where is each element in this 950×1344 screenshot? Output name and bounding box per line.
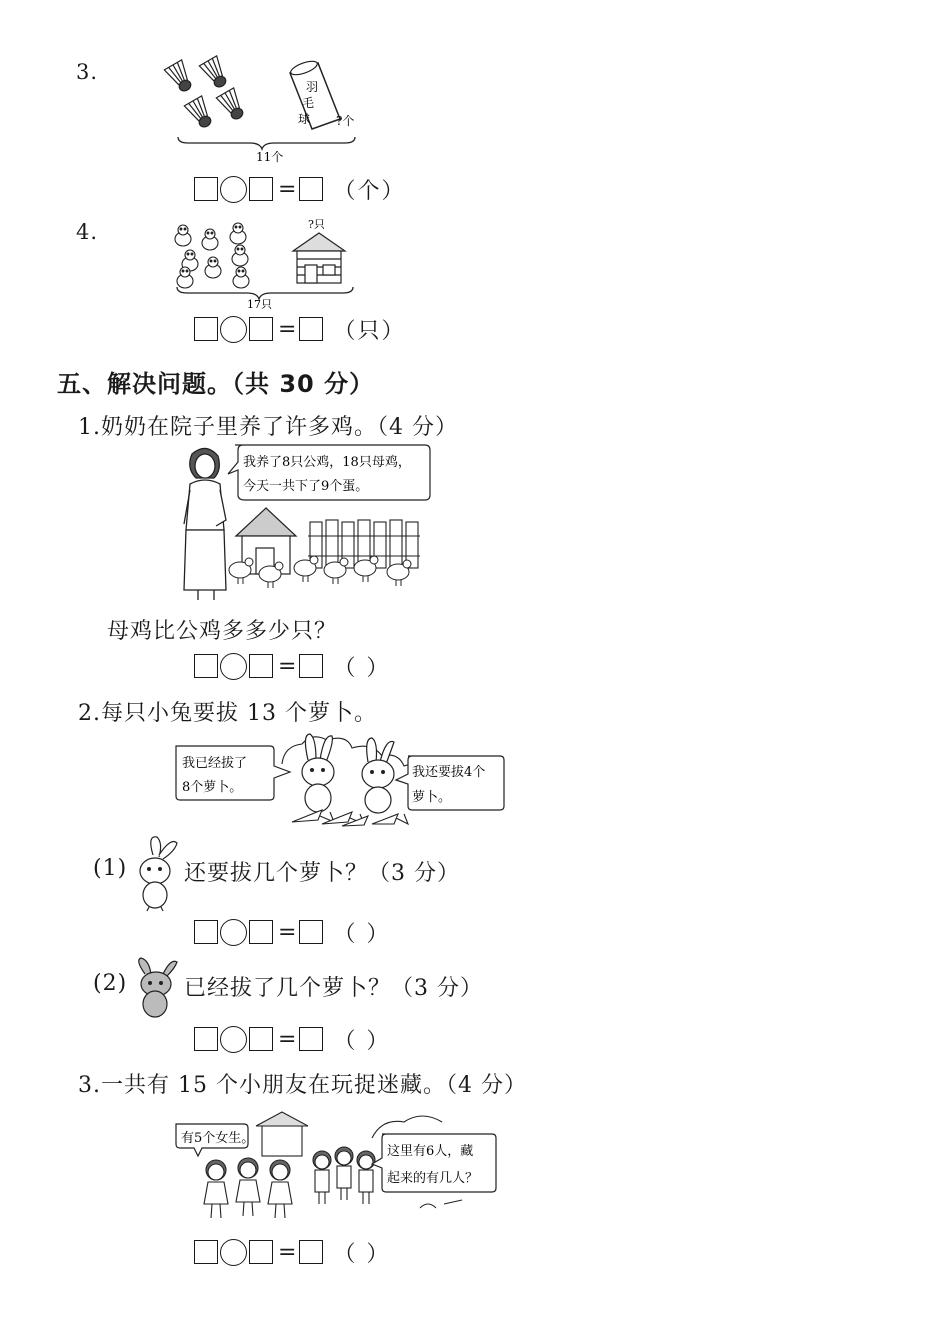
total-count-label: 11个 (256, 150, 284, 164)
operator-circle[interactable] (220, 1239, 247, 1266)
operator-circle[interactable] (220, 1026, 247, 1053)
answer-box[interactable] (249, 654, 273, 678)
operator-circle[interactable] (220, 919, 247, 946)
right-speech-line-1: 我还要拔4个 (412, 765, 486, 780)
equals-sign: = (278, 653, 297, 679)
small-rabbit-gray-icon (131, 954, 181, 1020)
problem-4-equation (194, 314, 405, 344)
answer-box[interactable] (194, 920, 218, 944)
answer-box[interactable] (299, 654, 323, 678)
left-speech-text: 有5个女生。 (181, 1131, 255, 1146)
carrots-icon (292, 810, 408, 826)
q2-sub1-equation (194, 917, 390, 947)
answer-box[interactable] (299, 177, 323, 201)
total-count-label: 17只 (247, 298, 272, 310)
answer-box[interactable] (194, 317, 218, 341)
unit-label: （ ） (333, 655, 391, 681)
answer-box[interactable] (249, 1240, 273, 1264)
answer-box[interactable] (249, 1027, 273, 1051)
kids-group-icon (313, 1147, 375, 1204)
unit-label: （ ） (333, 921, 391, 947)
speech-text-line-2: 今天一共下了9个蛋。 (243, 479, 369, 494)
answer-box[interactable] (249, 920, 273, 944)
left-speech-line-2: 8个萝卜。 (182, 780, 243, 795)
operator-circle[interactable] (220, 316, 247, 343)
unknown-count-label: ?个 (336, 114, 355, 128)
answer-box[interactable] (194, 1240, 218, 1264)
hide-and-seek-illustration (172, 1108, 507, 1228)
small-rabbit-white-icon (127, 833, 179, 913)
unit-label: （只） (333, 318, 406, 344)
operator-circle[interactable] (220, 176, 247, 203)
left-speech-bubble (176, 1124, 254, 1156)
operator-circle[interactable] (220, 653, 247, 680)
answer-box[interactable] (194, 177, 218, 201)
total-brace (178, 137, 355, 149)
equals-sign: = (278, 919, 297, 945)
section-title: 五、解决问题。（共 30 分） (57, 370, 375, 398)
rabbit-right-icon (362, 738, 394, 813)
rabbits-carrots-illustration (172, 730, 507, 830)
left-speech-bubble (176, 746, 290, 800)
grandma-chickens-illustration (170, 440, 440, 605)
q2-sub1-number: (1) (93, 856, 128, 881)
tube-label-3: 球 (298, 112, 311, 126)
answer-box[interactable] (299, 1027, 323, 1051)
tube-label-2: 毛 (302, 96, 315, 110)
answer-box[interactable] (299, 920, 323, 944)
equals-sign: = (278, 1026, 297, 1052)
q3-equation (194, 1237, 390, 1267)
q3-title: 3.一共有 15 个小朋友在玩捉迷藏。（4 分） (78, 1073, 527, 1098)
shuttlecock-illustration (160, 55, 360, 170)
unit-label: （ ） (333, 1241, 391, 1267)
playhouse-icon (256, 1112, 308, 1156)
q2-sub1-text: 还要拔几个萝卜？（3 分） (184, 861, 460, 886)
answer-box[interactable] (249, 177, 273, 201)
henhouse-icon (293, 233, 345, 283)
rabbit-left-icon (302, 734, 334, 812)
speech-bubble (228, 445, 430, 500)
right-speech-line-2: 起来的有几人？ (387, 1171, 479, 1186)
q1-question: 母鸡比公鸡多多少只？ (107, 619, 338, 644)
right-speech-line-1: 这里有6人，藏 (387, 1144, 474, 1159)
answer-box[interactable] (194, 1027, 218, 1051)
shuttlecocks-icon (164, 56, 248, 131)
problem-4-number: 4. (76, 220, 99, 244)
grandma-icon (184, 448, 226, 600)
unknown-count-label: ?只 (308, 218, 325, 231)
q1-title: 1.奶奶在院子里养了许多鸡。（4 分） (78, 415, 458, 440)
answer-box[interactable] (299, 1240, 323, 1264)
unit-label: （个） (333, 178, 406, 204)
right-speech-line-2: 萝卜。 (412, 790, 452, 805)
unit-label: （ ） (333, 1028, 391, 1054)
shuttlecock-tube-icon (289, 59, 340, 129)
right-speech-bubble (372, 1134, 496, 1192)
answer-box[interactable] (299, 317, 323, 341)
right-speech-bubble (396, 756, 504, 810)
q1-equation (194, 651, 390, 681)
chicks-illustration (165, 215, 360, 310)
speech-text-line-1: 我养了8只公鸡，18只母鸡， (243, 455, 411, 470)
answer-box[interactable] (249, 317, 273, 341)
q2-sub2-equation (194, 1024, 390, 1054)
problem-3-number: 3. (76, 60, 99, 84)
q2-sub2-text: 已经拔了几个萝卜？（3 分） (184, 976, 483, 1001)
problem-3-equation (194, 174, 405, 204)
chicks-icon (175, 223, 249, 288)
girls-icon (204, 1158, 292, 1218)
equals-sign: = (278, 316, 297, 342)
q2-sub2-number: (2) (93, 971, 128, 996)
q2-title: 2.每只小兔要拔 13 个萝卜。 (78, 701, 377, 726)
grass (420, 1200, 462, 1208)
left-speech-line-1: 我已经拔了 (182, 756, 248, 771)
equals-sign: = (278, 1239, 297, 1265)
equals-sign: = (278, 176, 297, 202)
tube-label-1: 羽 (306, 80, 319, 94)
answer-box[interactable] (194, 654, 218, 678)
